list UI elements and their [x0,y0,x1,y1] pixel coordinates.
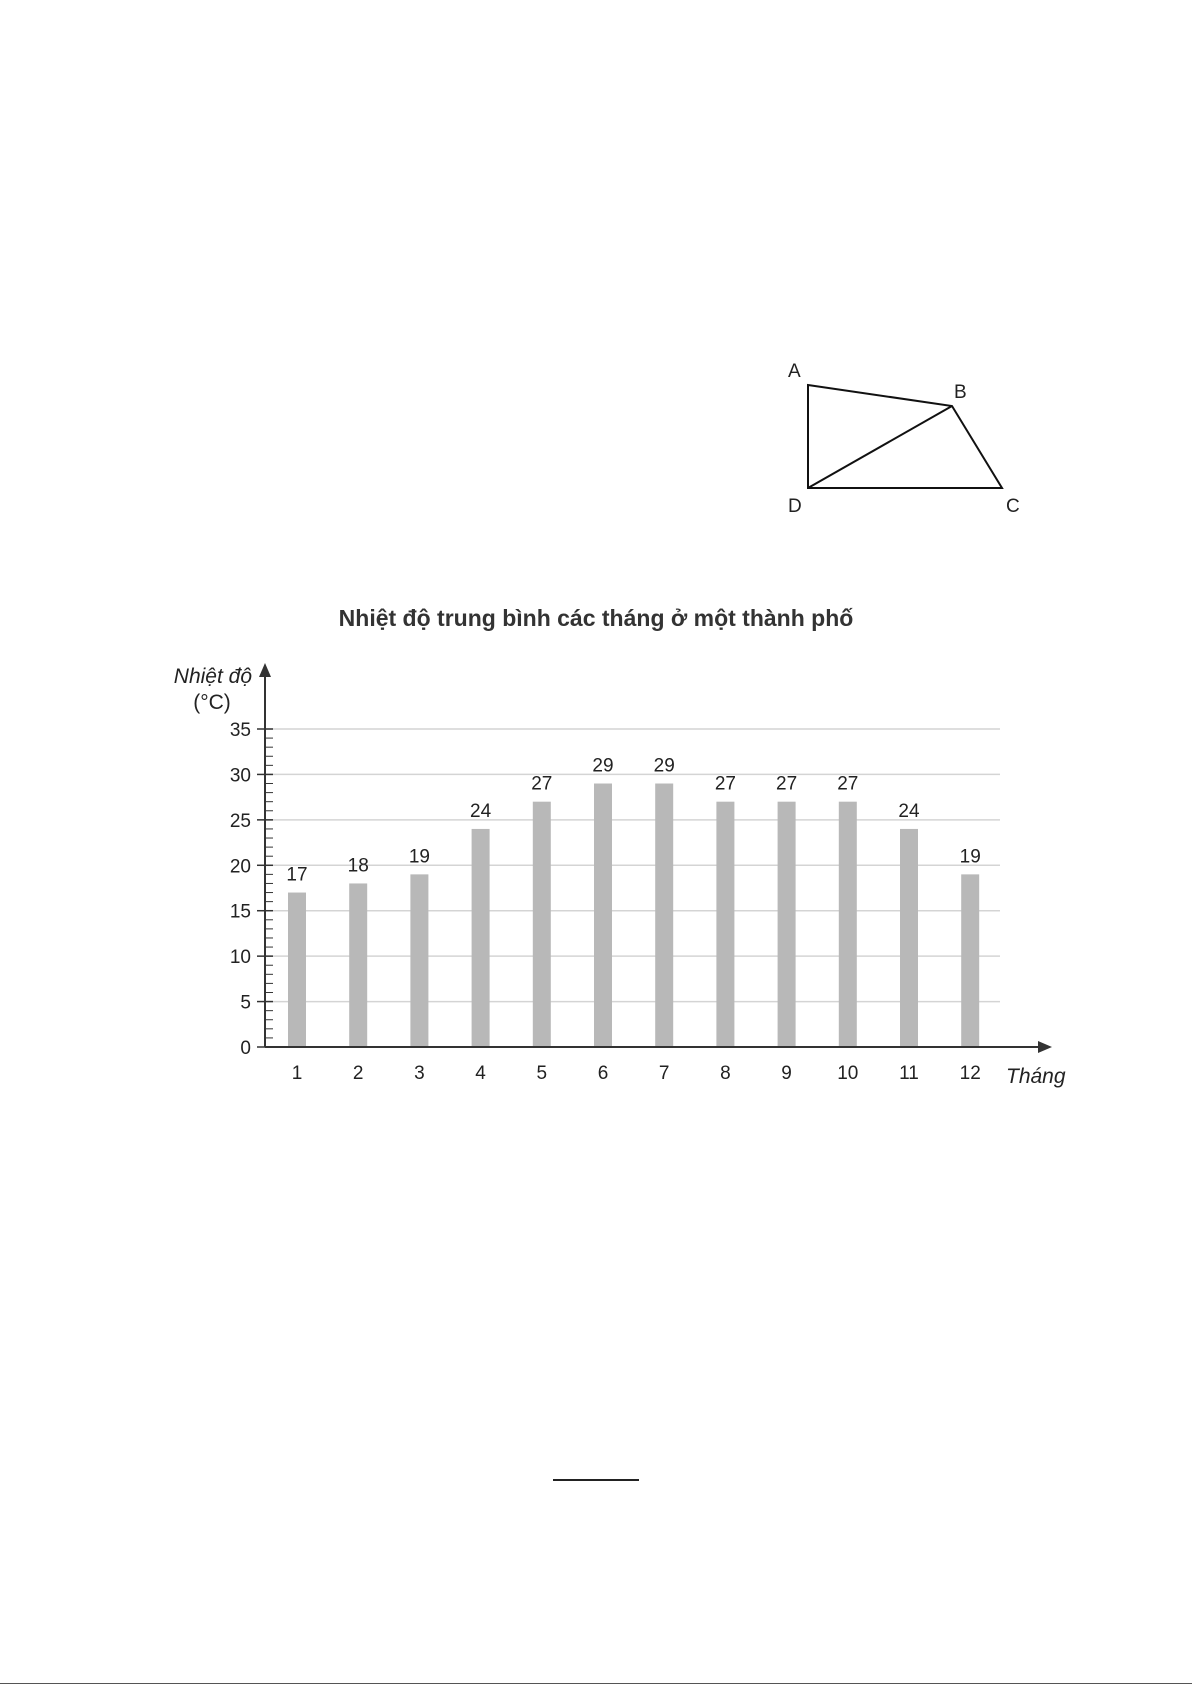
bar [839,802,857,1047]
bar [778,802,796,1047]
bar [288,893,306,1047]
grid-lines [265,729,1000,1002]
data-label: 19 [959,846,981,868]
x-axis-title: Tháng [1006,1065,1066,1088]
x-tick-label: 9 [781,1063,792,1084]
y-tick-label: 20 [229,856,251,878]
y-axis-unit: (°C) [193,691,231,714]
x-tick-label: 4 [475,1063,486,1084]
data-label: 19 [408,846,430,868]
y-axis-arrow-icon [259,663,271,677]
y-tick-labels [230,720,251,1059]
bar [961,874,979,1047]
data-label: 27 [837,773,859,795]
x-axis-arrow-icon [1038,1041,1052,1053]
y-tick-label: 25 [229,810,251,832]
data-label: 29 [653,755,675,777]
x-tick-label: 3 [414,1063,425,1084]
chart-title: Nhiệt độ trung bình các tháng ở một thành phố [338,605,854,631]
bar [594,784,612,1047]
bar [716,802,734,1047]
x-tick-label: 10 [837,1063,859,1084]
x-tick-label: 5 [536,1063,548,1084]
bar [900,829,918,1047]
x-tick-label: 11 [899,1063,919,1084]
bar [655,784,673,1047]
x-tick-label: 7 [658,1063,670,1084]
point-label-d: D [788,496,802,517]
y-tick-label: 15 [229,901,251,923]
point-label-a: A [788,361,801,382]
data-label: 27 [776,773,798,795]
point-label-c: C [1006,496,1020,517]
y-axis-title: Nhiệt độ [173,665,252,688]
x-tick-labels [292,1063,981,1084]
temperature-bar-chart [140,655,1090,1095]
data-label: 27 [714,773,736,795]
quadrilateral-abcd-figure [770,345,1040,525]
page-edge [0,1683,1192,1684]
data-label: 18 [347,855,369,877]
y-tick-label: 0 [240,1038,251,1059]
x-tick-label: 1 [291,1063,303,1084]
bar [410,874,428,1047]
x-tick-label: 12 [959,1063,981,1084]
y-tick-label: 30 [229,765,251,787]
data-label: 24 [470,800,492,822]
data-label: 24 [898,800,920,822]
bar [472,829,490,1047]
x-tick-label: 8 [720,1063,731,1084]
bar [533,802,551,1047]
data-label: 27 [531,773,553,795]
bars [288,784,979,1047]
data-label: 29 [592,755,614,777]
y-tick-label: 10 [229,947,251,969]
bar [349,883,367,1047]
point-label-b: B [954,382,967,403]
x-tick-label: 6 [597,1063,609,1084]
divider-line [553,1479,639,1481]
y-tick-label: 5 [240,992,251,1014]
y-tick-label: 35 [229,720,251,741]
x-tick-label: 2 [352,1063,364,1084]
diagonal-bd [808,406,952,488]
data-label: 17 [286,864,308,886]
